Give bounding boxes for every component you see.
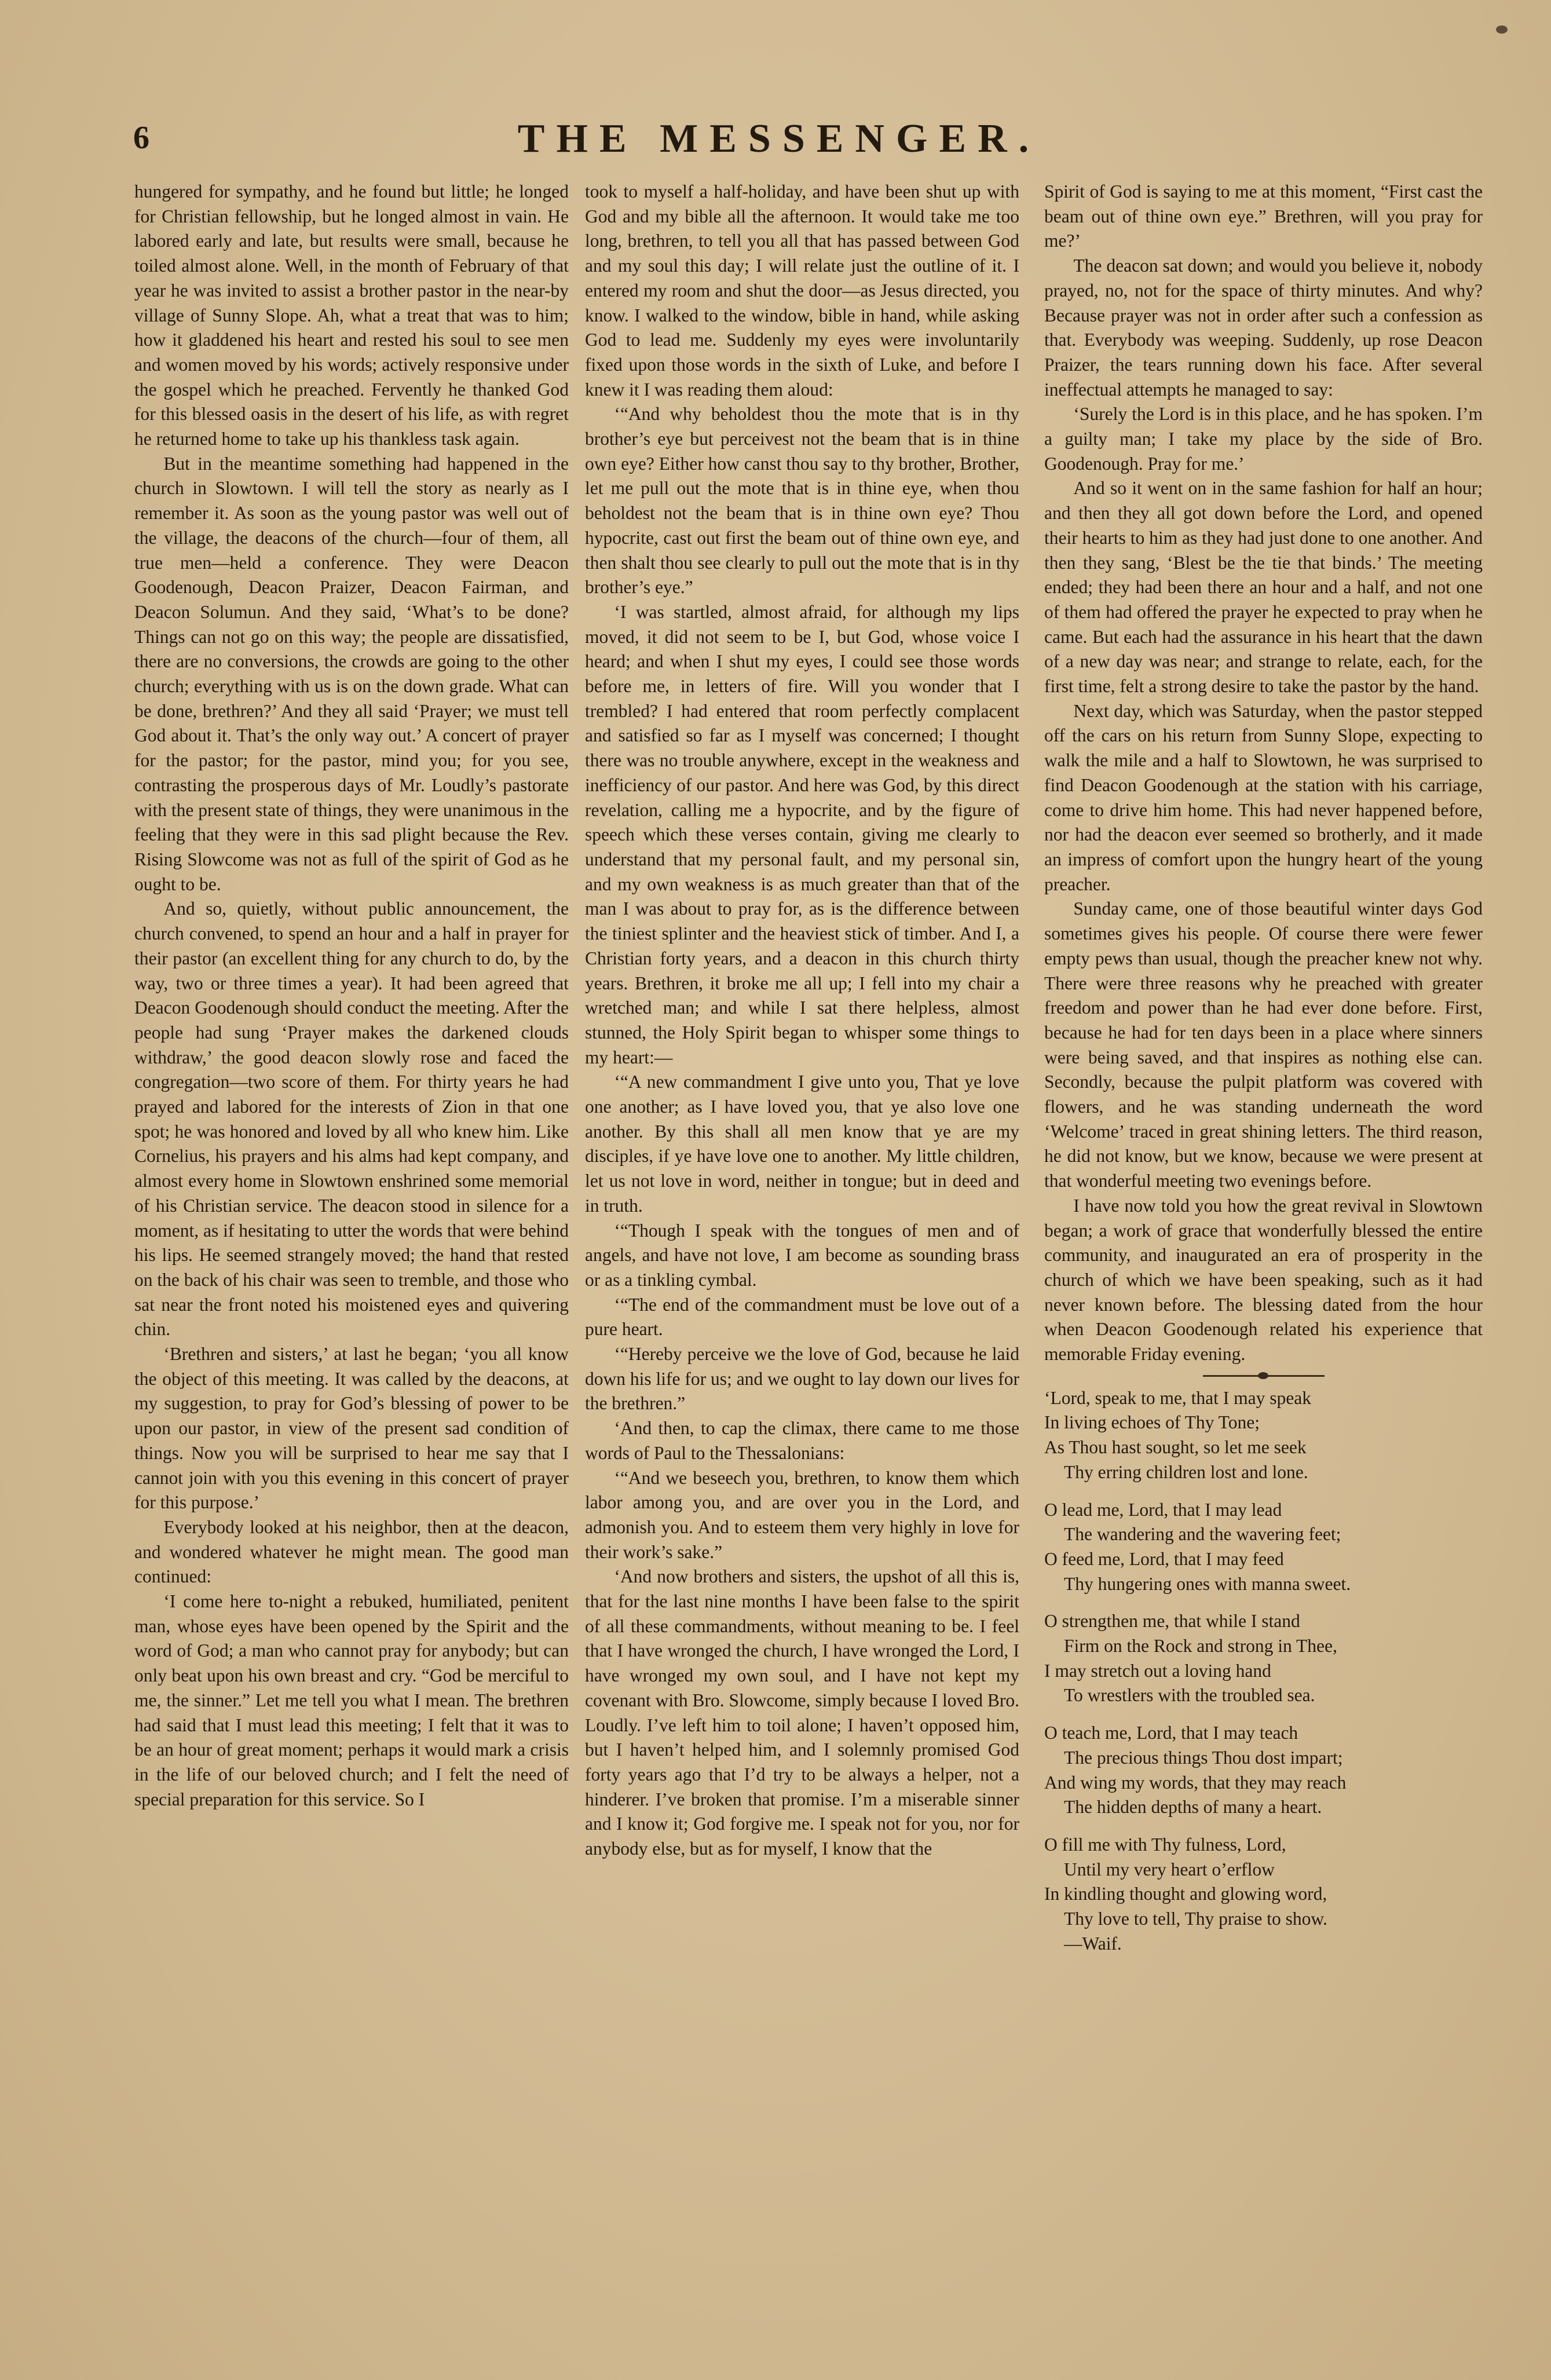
poem-line: O feed me, Lord, that I may feed (1044, 1548, 1284, 1569)
paragraph: hungered for sympathy, and he found but little; he longed for Christian fellowship, but he longed almost in vain. He labored early and late, but results were small, because he toiled almost alone. Well, in the month of February of that year he was invited to assist a brother pastor in the near-by village of Sunny Slope. Ah, what a treat that was to him; how it gladdened his heart and rested his soul to see men and women moved by his words; actively responsive under the gospel which he preached. Fervently he thanked God for this blessed oasis in the desert of his life, as with regret he returned home to take up his thankless task again. (134, 181, 569, 449)
paragraph: And so, quietly, without public announcement, the church convened, to spend an hour and a half in prayer for their pastor (an excellent thing for any church to do, by the way, two or three times a year). It had been agreed that Deacon Goodenough should conduct the meeting. After the people had sung ‘Prayer makes the darkened clouds withdraw,’ the good deacon slowly rose and faced the congregation—two score of them. For thirty years he had prayed and labored for the interests of Zion in that one spot; he was honored and loved by all who knew him. Like Cornelius, his prayers and his alms had kept company, and almost every home in Slowtown enshrined some memorial of his Christian service. The deacon stood in silence for a moment, as if hesitating to utter the words that were behind his lips. He seemed strangely moved; the hand that rested on the back of his chair was seen to tremble, and those who sat near the front noted his moistened eyes and quivering chin. (134, 898, 569, 1340)
article-column-2 (585, 180, 1019, 1862)
poem-line: Thy hungering ones with manna sweet. (1064, 1573, 1351, 1594)
paragraph: Sunday came, one of those beautiful winter days God sometimes gives his people. Of course there were fewer empty pews than usual, though the preacher knew not why. There were three reasons why he preached with greater freedom and power than he had ever done before. First, because he had for ten days been in a place where sinners were being saved, and that inspires as nothing else can. Secondly, because the pulpit platform was covered with flowers, and he was standing underneath the word ‘Welcome’ traced in great shining letters. The third reason, he did not know, but we know, because we were present at that wonderful meeting two evenings before. (1044, 898, 1483, 1191)
paragraph: ‘Surely the Lord is in this place, and he has spoken. I’m a guilty man; I take my place by the side of Bro. Goodenough. Pray for me.’ (1044, 404, 1483, 474)
paragraph: ‘And now brothers and sisters, the upshot of all this is, that for the last nine months I have been false to the spirit of all these commandments, without meaning to be. I feel that I have wronged the church, I have wronged the Lord, I have wronged my own soul, and I have not kept my covenant with Bro. Slowcome, simply because I loved Bro. Loudly. I’ve left him to toil alone; I haven’t opposed him, but I haven’t helped him, and I solemnly promised God forty years ago that I’d try to be always a helper, not a hinderer. I’ve broken that promise. I’m a miserable sinner and I know it; God forgive me. I speak not for you, nor for anybody else, but as for myself, I know that the (585, 1566, 1019, 1859)
poem-line: To wrestlers with the troubled sea. (1064, 1685, 1315, 1706)
poem-stanza (1044, 1609, 1483, 1708)
poem-stanza (1044, 1386, 1483, 1485)
poem-line: The hidden depths of many a heart. (1064, 1797, 1322, 1818)
section-divider (1203, 1375, 1325, 1377)
paragraph: And so it went on in the same fashion for half an hour; and then they all got down before the Lord, and opened their hearts to him as they had just done to one another. And then they sang, ‘Blest be the tie that binds.’ The meeting ended; they had been there an hour and a half, and not one of them had offered the prayer he expected to pray when he came. But each had the assurance in his heart that the dawn of a new day was near; and strange to relate, each, for the first time, felt a strong desire to take the pastor by the hand. (1044, 478, 1483, 697)
poem-signature: —Waif. (1064, 1933, 1122, 1954)
paragraph: ‘Brethren and sisters,’ at last he began; ‘you all know the object of this meeting. It was called by the deacons, at my suggestion, to pray for God’s blessing of power to be upon our pastor, in view of the present sad condition of things. Now you will be surprised to hear me say that I cannot join with you this evening in this concert of prayer for this purpose.’ (134, 1344, 569, 1513)
poem-line: The wandering and the wavering feet; (1064, 1524, 1341, 1545)
poem-line: Until my very heart o’erflow (1064, 1859, 1275, 1880)
newspaper-title: THE MESSENGER. (517, 116, 1041, 161)
paragraph: But in the meantime something had happened in the church in Slowtown. I will tell the story as nearly as I remember it. As soon as the young pastor was well out of the village, the deacons of the church—four of them, all true men—held a conference. They were Deacon Goodenough, Deacon Praizer, Deacon Fairman, and Deacon Solumun. And they said, ‘What’s to be done? Things can not go on this way; the people are dissatisfied, there are no conversions, the crowds are going to the other church; everything with us is on the down grade. What can be done, brethren?’ And they all said ‘Prayer; we must tell God about it. That’s the only way out.’ A concert of prayer for the pastor; for the pastor, mind you; for you see, contrasting the prosperous days of Mr. Loudly’s pastorate with the present state of things, they were unanimous in the feeling that they were in this sad plight because the Rev. Rising Slowcome was not as full of the spirit of God as he ought to be. (134, 453, 569, 894)
page-number: 6 (133, 120, 149, 156)
poem-line: O strengthen me, that while I stand (1044, 1611, 1300, 1632)
poem-stanza (1044, 1721, 1483, 1820)
article-column-1 (134, 180, 569, 1812)
poem-line: As Thou hast sought, so let me seek (1044, 1437, 1307, 1458)
poem-stanza (1044, 1498, 1483, 1597)
paragraph: ‘And then, to cap the climax, there came to me those words of Paul to the Thessalonians: (585, 1418, 1019, 1463)
poem-line: In kindling thought and glowing word, (1044, 1884, 1327, 1904)
poem-line: Thy love to tell, Thy praise to show. (1064, 1909, 1327, 1929)
poem-line: And wing my words, that they may reach (1044, 1772, 1347, 1793)
poem-line: Firm on the Rock and strong in Thee, (1064, 1636, 1337, 1657)
paragraph: I have now told you how the great revival in Slowtown began; a work of grace that wonderfully blessed the entire community, and inaugurated an era of prosperity in the church of which we have been speaking, such as it had never known before. The blessing dated from the hour when Deacon Goodenough related his experience that memorable Friday evening. (1044, 1195, 1483, 1365)
paragraph: The deacon sat down; and would you believe it, nobody prayed, no, not for the space of thirty minutes. And why? Because prayer was not in order after such a confession as that. Everybody was weeping. Suddenly, up rose Deacon Praizer, the tears running down his face. After several ineffectual attempts he managed to say: (1044, 255, 1483, 400)
paragraph: took to myself a half-holiday, and have been shut up with God and my bible all the afternoon. It would take me too long, brethren, to tell you all that has passed between God and my soul this day; I will relate just the outline of it. I entered my room and shut the door—as Jesus directed, you know. I walked to the window, bible in hand, while asking God to lead me. Suddenly my eyes were involuntarily fixed upon those words in the sixth of Luke, and before I knew it I was reading them aloud: (585, 181, 1019, 400)
poem-line: Thy erring children lost and lone. (1064, 1461, 1308, 1482)
paragraph: ‘I come here to-night a rebuked, humiliated, penitent man, whose eyes have been opened by the Spirit and the word of God; a man who cannot pray for anybody; but can only beat upon his own breast and cry. “God be merciful to me, the sinner.” Let me tell you what I mean. The brethren had said that I must lead this meeting; I felt that it was to be an hour of great moment; perhaps it would mark a crisis in the life of our beloved church; and I felt the need of special preparation for this service. So I (134, 1591, 569, 1809)
paragraph: ‘“Hereby perceive we the love of God, because he laid down his life for us; and we ought to lay down our lives for the brethren.” (585, 1344, 1019, 1414)
poem-line: O fill me with Thy fulness, Lord, (1044, 1834, 1286, 1855)
paragraph: Spirit of God is saying to me at this moment, “First cast the beam out of thine own eye.” Brethren, will you pray for me?’ (1044, 181, 1483, 251)
paragraph: Everybody looked at his neighbor, then at the deacon, and wondered whatever he might mean. The good man continued: (134, 1516, 569, 1587)
poem-line: I may stretch out a loving hand (1044, 1660, 1271, 1681)
article-column-3 (1044, 180, 1483, 1969)
ink-blot (1496, 25, 1508, 34)
poem-line: ‘Lord, speak to me, that I may speak (1044, 1387, 1311, 1408)
poem (1044, 1386, 1483, 1957)
poem-line: O teach me, Lord, that I may teach (1044, 1723, 1298, 1743)
paragraph: ‘“And why beholdest thou the mote that is in thy brother’s eye but perceivest not the beam that is in thine own eye? Either how canst thou say to thy brother, Brother, let me pull out the mote that is in thine eye, when thou beholdest not the beam that is in thine own eye? Thou hypocrite, cast out first the beam out of thine own eye, and then shalt thou see clearly to pull out the mote that is in thy brother’s eye.” (585, 404, 1019, 598)
poem-line: The precious things Thou dost impart; (1064, 1747, 1343, 1768)
paragraph: ‘“And we beseech you, brethren, to know them which labor among you, and are over you in the Lord, and admonish you. And to esteem them very highly in love for their work’s sake.” (585, 1467, 1019, 1562)
poem-line: O lead me, Lord, that I may lead (1044, 1499, 1282, 1520)
paragraph: ‘“Though I speak with the tongues of men and of angels, and have not love, I am become as sounding brass or as a tinkling cymbal. (585, 1220, 1019, 1290)
paragraph: ‘“The end of the commandment must be love out of a pure heart. (585, 1294, 1019, 1340)
paragraph: ‘“A new commandment I give unto you, That ye love one another; as I have loved you, that ye also love one another. By this shall all men know that ye are my disciples, if ye have love one to another. My little children, let us not love in word, neither in tongue; but in deed and in truth. (585, 1072, 1019, 1216)
paragraph: ‘I was startled, almost afraid, for although my lips moved, it did not seem to be I, but God, whose voice I heard; and when I shut my eyes, I could see those words before me, in letters of fire. Will you wonder that I trembled? I had entered that room perfectly complacent and satisfied so far as I myself was concerned; I thought there was no trouble anywhere, except in the weakness and inefficiency of our pastor. And here was God, by this direct revelation, calling me a hypocrite, and by the figure of speech which these verses contain, giving me clearly to understand that my personal fault, and my personal sin, and my own weakness is as much greater than that of the man I was about to pray for, as is the difference between the tiniest splinter and the heaviest stick of timber. And I, a Christian forty years, and a deacon in this church thirty years. Brethren, it broke me all up; I fell into my chair a wretched man; and while I sat there helpless, almost stunned, the Holy Spirit began to whisper some things to my heart:— (585, 601, 1019, 1067)
poem-line: In living echoes of Thy Tone; (1044, 1412, 1260, 1433)
masthead (133, 116, 1425, 162)
poem-stanza (1044, 1833, 1483, 1957)
paragraph: Next day, which was Saturday, when the pastor stepped off the cars on his return from Sunny Slope, expecting to walk the mile and a half to Slowtown, he was surprised to find Deacon Goodenough at the station with his carriage, come to drive him home. This had never happened before, nor had the deacon ever seemed so brotherly, and it made an impress of comfort upon the hungry heart of the young preacher. (1044, 700, 1483, 894)
